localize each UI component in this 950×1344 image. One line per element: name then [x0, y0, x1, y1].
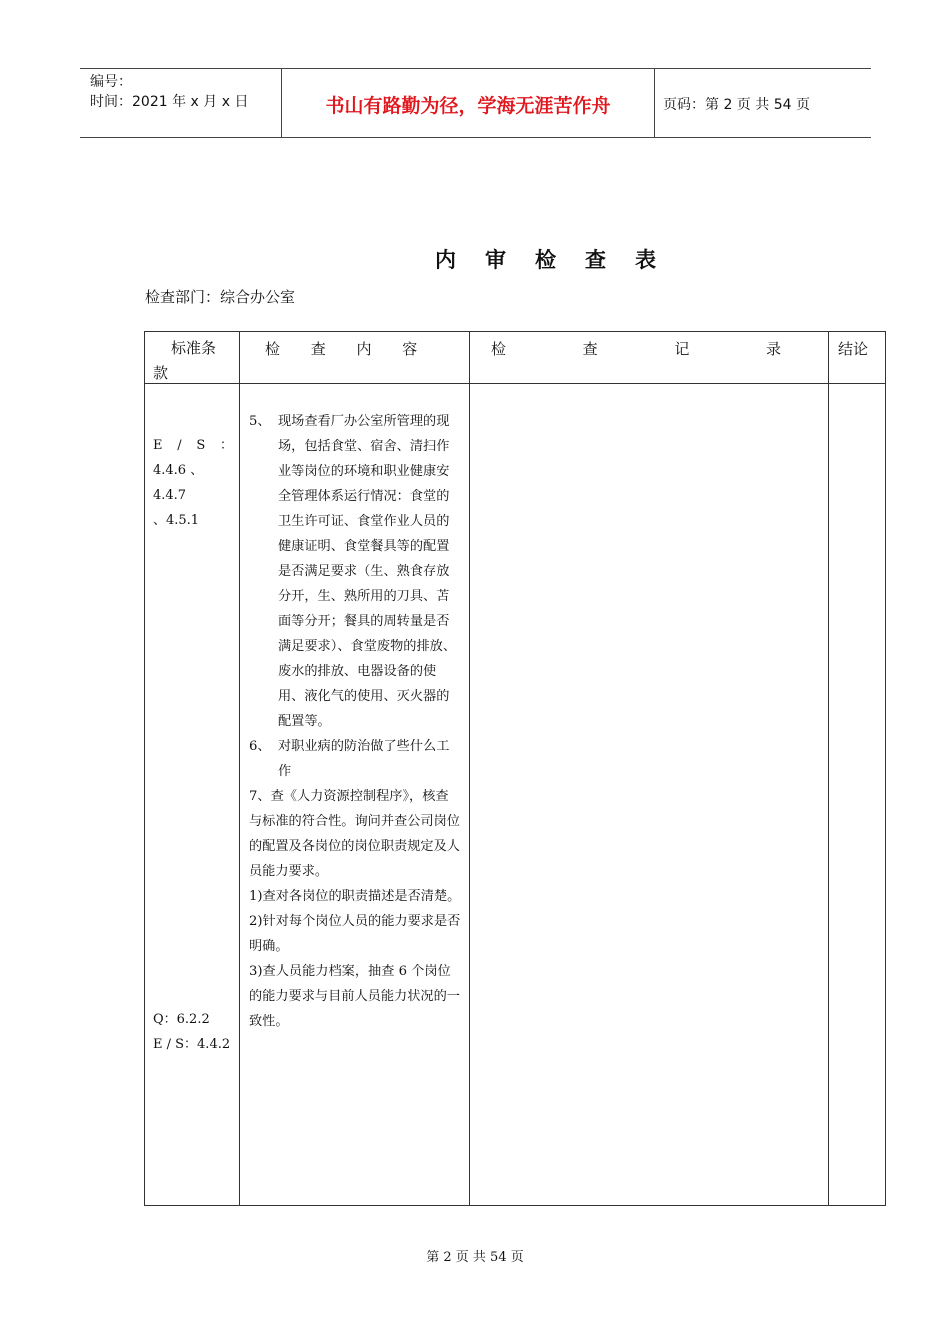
- standard-clause-char: /: [177, 438, 182, 453]
- header-check-record: [491, 337, 781, 362]
- page-title: 内审检查表: [435, 248, 685, 272]
- check-subitem-2: 2)针对每个岗位人员的能力要求是否明确。: [249, 914, 461, 954]
- check-subitem-1: 1)查对各岗位的职责描述是否清楚。: [249, 889, 461, 904]
- check-item-number: 5、: [249, 414, 271, 429]
- document-number-label: 编号：: [90, 74, 132, 90]
- standard-clause-line: 、4.5.1: [153, 513, 200, 528]
- standard-clause-line: Q：6.2.2: [153, 1012, 210, 1027]
- header-record-char: 查: [582, 340, 598, 358]
- standard-clause-line: E / S：4.4.2: [153, 1037, 231, 1052]
- header-standard-line2: 款: [153, 364, 169, 382]
- check-item-6: [249, 734, 461, 784]
- column-divider: [828, 332, 829, 1205]
- page-footer: 第 2 页 共 54 页: [426, 1250, 524, 1265]
- header-page-cell: [655, 69, 871, 137]
- check-subitem-3: 3)查人员能力档案，抽查 6 个岗位的能力要求与目前人员能力状况的一致性。: [249, 964, 460, 1029]
- standard-clause-q: [153, 1007, 230, 1057]
- check-content-cell: [249, 409, 461, 1034]
- check-item-number: 6、: [249, 739, 271, 754]
- column-divider: [239, 332, 240, 1205]
- header-info-cell: [80, 69, 282, 137]
- standard-clause-es: [153, 433, 233, 533]
- header-standard-line1: 标准条: [171, 339, 217, 357]
- header-standard-clause: [153, 336, 237, 386]
- column-divider: [469, 332, 470, 1205]
- standard-clause-char: ：: [219, 438, 233, 453]
- check-item-text: 现场查看厂办公室所管理的现场，包括食堂、宿舍、清扫作业等岗位的环境和职业健康安全管理体系运行情况：食堂的卫生许可证、食堂作业人员的健康证明、食堂餐具等的配置是否满足要求（生、熟食存放分开，生、熟所用的刀具、苫面等分开；餐具的周转量是否满足要求）、食堂废物的排放、废水的排放、电器设备的使用、液化气的使用、灭火器的配置等。: [278, 414, 457, 729]
- check-item-7: 7、查《人力资源控制程序》，核查与标准的符合性。询问并查公司岗位的配置及各岗位的岗位职责规定及人员能力要求。: [249, 789, 460, 879]
- header-motto-cell: [282, 69, 655, 137]
- header-record-char: 记: [674, 340, 690, 358]
- standard-clause-line: [153, 433, 233, 458]
- department-label: 检查部门：综合办公室: [145, 288, 296, 306]
- header-record-char: 录: [765, 340, 781, 358]
- check-item-5: [249, 409, 461, 734]
- header-motto: 书山有路勤为径，学海无涯苦作舟: [325, 95, 611, 117]
- inspection-table: [144, 331, 886, 1206]
- standard-clause-char: S: [196, 438, 206, 453]
- header-record-char: 检: [491, 340, 507, 358]
- header-page-number: 页码：第 2 页 共 54 页: [663, 97, 810, 113]
- document-header: [80, 68, 871, 138]
- check-item-text: 对职业病的防治做了些什么工作: [278, 739, 450, 779]
- standard-clause-char: E: [153, 438, 163, 453]
- header-check-content: 检 查 内 容: [265, 340, 418, 358]
- header-row-divider: [145, 383, 885, 384]
- header-conclusion: 结论: [838, 340, 869, 358]
- standard-clause-line: 4.4.6 、 4.4.7: [153, 463, 204, 503]
- document-time-label: 时间：2021 年 x 月 x 日: [90, 94, 249, 110]
